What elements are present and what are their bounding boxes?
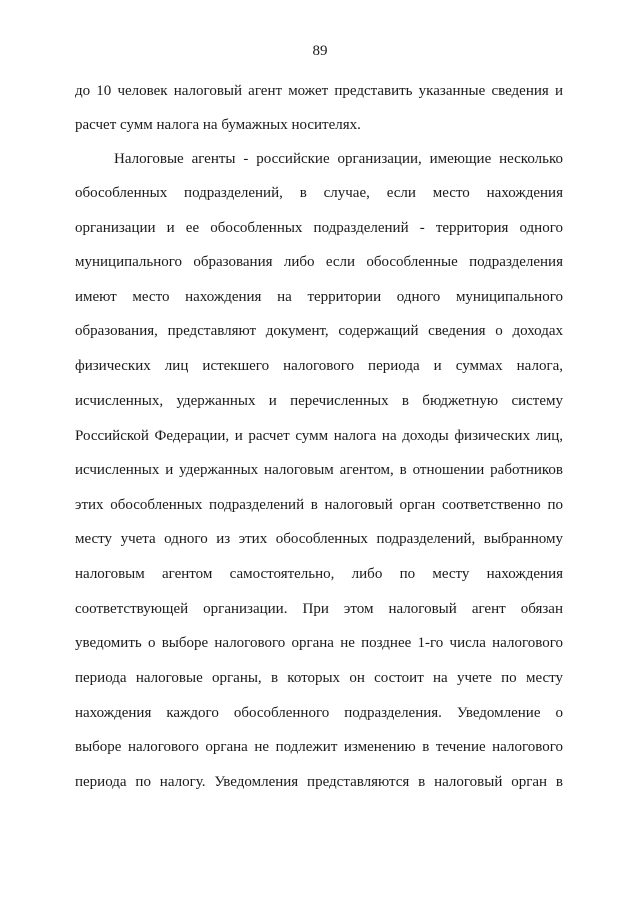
text-line: налоговым агентом самостоятельно, либо по месту нахождения [75,566,563,582]
text-line: уведомить о выборе налогового органа не позднее 1-го числа налогового [75,635,563,651]
text-line: исчисленных, удержанных и перечисленных в бюджетную систему [75,393,563,409]
text-line: соответствующей организации. При этом налоговый агент обязан [75,601,563,617]
text-line: физических лиц истекшего налогового периода и суммах налога, [75,358,563,374]
text-line: образования, представляют документ, содержащий сведения о доходах [75,323,563,339]
text-line: этих обособленных подразделений в налоговый орган соответственно по [75,497,563,513]
text-line: выборе налогового органа не подлежит изменению в течение налогового [75,739,563,755]
text-line: периода налоговые органы, в которых он состоит на учете по месту [75,670,563,686]
text-line: Российской Федерации, и расчет сумм налога на доходы физических лиц, [75,428,563,444]
text-line: исчисленных и удержанных налоговым агентом, в отношении работников [75,462,563,478]
page-number: 89 [312,43,328,59]
text-line: Налоговые агенты - российские организации, имеющие несколько [114,151,563,167]
text-line: месту учета одного из этих обособленных подразделений, выбранному [75,531,563,547]
text-line: обособленных подразделений, в случае, если место нахождения [75,185,563,201]
text-line: нахождения каждого обособленного подразделения. Уведомление о [75,705,563,721]
text-line: до 10 человек налоговый агент может представить указанные сведения и [75,83,563,99]
text-line: организации и ее обособленных подразделений - территория одного [75,220,563,236]
text-line: муниципального образования либо если обособленные подразделения [75,254,563,270]
text-line: имеют место нахождения на территории одного муниципального [75,289,563,305]
text-line: периода по налогу. Уведомления представляются в налоговый орган в [75,774,563,790]
text-line: расчет сумм налога на бумажных носителях. [75,117,361,133]
